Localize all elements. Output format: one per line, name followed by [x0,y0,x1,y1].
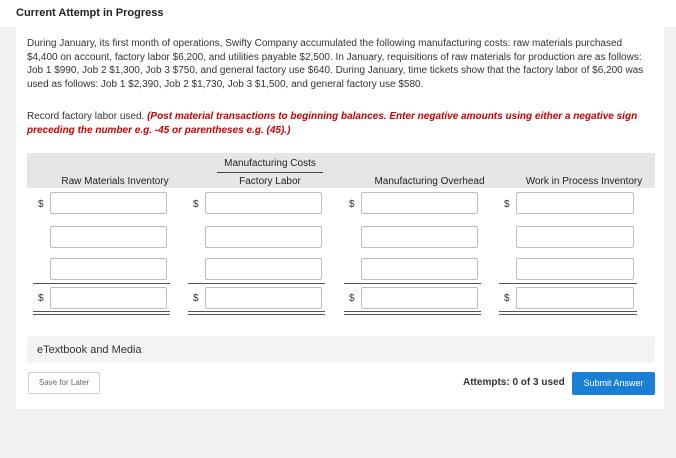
factory-labor-entry-input[interactable] [205,226,322,248]
raw-materials-balance-input[interactable] [50,287,167,309]
etextbook-media-label: eTextbook and Media [37,344,142,356]
currency-symbol: $ [504,199,510,210]
page-title: Current Attempt in Progress [16,7,164,19]
total-rule [33,283,170,284]
work-in-process-balance-input[interactable] [516,287,634,309]
double-rule [188,314,325,315]
group-header-manufacturing-costs: Manufacturing Costs [217,158,323,173]
manufacturing-overhead-beginning-input[interactable] [361,192,478,214]
double-rule [499,311,637,312]
factory-labor-beginning-input[interactable] [205,192,322,214]
factory-labor-balance-input[interactable] [205,287,322,309]
raw-materials-beginning-input[interactable] [50,192,167,214]
currency-symbol: $ [193,293,199,304]
question-card [16,27,664,409]
currency-symbol: $ [38,199,44,210]
column-header-manufacturing-overhead: Manufacturing Overhead [374,176,485,187]
column-header-work-in-process: Work in Process Inventory [525,176,643,187]
total-rule [344,283,481,284]
top-bar [0,0,676,27]
manufacturing-overhead-entry-input[interactable] [361,226,478,248]
double-rule [499,314,637,315]
t-account-header [27,153,655,188]
save-for-later-button[interactable]: Save for Later [28,372,100,394]
total-rule [499,283,637,284]
raw-materials-entry-input[interactable] [50,226,167,248]
work-in-process-entry-input[interactable] [516,226,634,248]
double-rule [344,314,481,315]
submit-answer-button[interactable]: Submit Answer [572,372,655,395]
work-in-process-entry-input[interactable] [516,258,634,280]
double-rule [344,311,481,312]
double-rule [33,314,170,315]
double-rule [33,311,170,312]
instruction-text: Record factory labor used. [27,111,145,122]
factory-labor-entry-input[interactable] [205,258,322,280]
instruction [27,110,657,137]
etextbook-media-link[interactable] [27,336,655,363]
column-header-raw-materials: Raw Materials Inventory [61,176,169,187]
total-rule [188,283,325,284]
manufacturing-overhead-entry-input[interactable] [361,258,478,280]
currency-symbol: $ [193,199,199,210]
currency-symbol: $ [349,293,355,304]
currency-symbol: $ [349,199,355,210]
column-header-factory-labor: Factory Labor [239,176,301,187]
problem-text: During January, its first month of operations, Swifty Company accumulated the following manufacturing costs: raw materials purchased $4,400 on account, factory labor $6,200, and utilities payable $2,500. In January, requisitions of raw materials for production are as follows: Job 1 $990, Job 2 $1,300, Job 3 $750, and general factory use $640. During January, time tickets show that the factory labor of $6,200 was used as follows: Job 1 $2,390, Job 2 $1,730, Job 3 $1,500, and general factory use $580. [27,38,644,90]
instruction-note: (Post material transactions to beginning balances. Enter negative amounts using either a negative sign preceding the number e.g. -45 or parentheses e.g. (45).) [27,111,638,136]
work-in-process-beginning-input[interactable] [516,192,634,214]
double-rule [188,311,325,312]
manufacturing-overhead-balance-input[interactable] [361,287,478,309]
raw-materials-entry-input[interactable] [50,258,167,280]
currency-symbol: $ [504,293,510,304]
attempts-counter: Attempts: 0 of 3 used [463,377,565,388]
currency-symbol: $ [38,293,44,304]
